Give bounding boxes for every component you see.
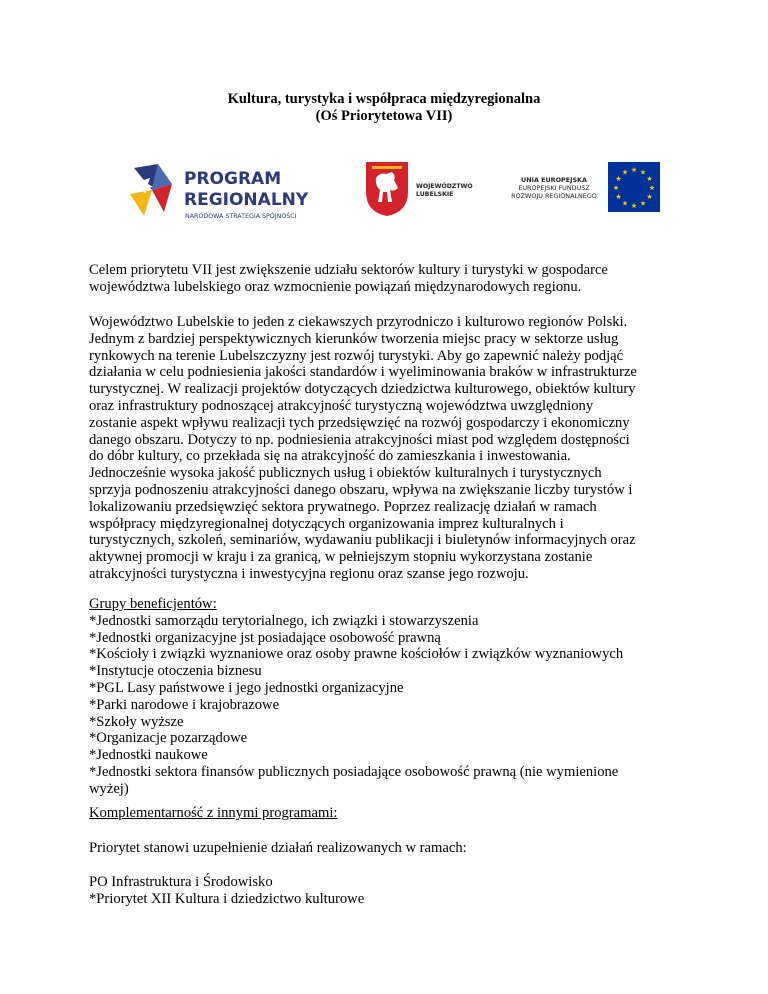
program-regionalny-logo <box>128 160 343 222</box>
body-line: działania w celu podniesienia jakości standardów i wyeliminowania braków w infrastrukturze <box>89 364 637 381</box>
body-line: Jednocześnie wysoka jakość publicznych usług i obiektów kulturalnych i turystycznych <box>89 465 602 482</box>
svg-text:★: ★ <box>612 184 620 192</box>
eu-logo-line2: EUROPEJSKI FUNDUSZ <box>518 184 590 192</box>
lubelskie-logo-line2: LUBELSKIE <box>416 191 454 198</box>
beneficiary-item: *PGL Lasy państwowe i jego jednostki organizacyjne <box>89 679 404 696</box>
svg-text:★: ★ <box>646 175 653 183</box>
lubelskie-logo-line1: WOJEWÓDZTWO <box>416 183 473 190</box>
complementarity-section <box>89 805 689 822</box>
body-line: współpracy międzyregionalnej dotyczących organizowania imprez kulturalnych i <box>89 515 564 532</box>
beneficiary-item: *Instytucje otoczenia biznesu <box>89 663 262 680</box>
lubelskie-logo <box>364 158 514 218</box>
beneficiary-item: wyżej) <box>89 780 129 797</box>
body-line: sprzyja podnoszeniu atrakcyjności danego obszaru, wpływa na zwiększanie liczby turystów i <box>89 481 633 498</box>
body-line: lokalizowaniu przedsięwzięć sektora prywatnego. Poprzez realizację działań w ramach <box>89 498 597 515</box>
beneficiary-item: *Jednostki organizacyjne jst posiadające osobowość prawną <box>89 629 441 646</box>
body-line: rynkowych na terenie Lubelszczyzny jest rozwój turystyki. Aby go zapewnić należy podjąć <box>89 347 624 364</box>
body-line: Jednym z bardziej perspektywicznych kierunków tworzenia miejsc pracy w sektorze usług <box>89 330 619 347</box>
lubelskie-shield-icon <box>366 162 408 216</box>
intro-line: Celem priorytetu VII jest zwiększenie udziału sektorów kultury i turystyki w gospodarce <box>89 262 608 278</box>
beneficiaries-heading: Grupy beneficjentów: <box>89 596 217 612</box>
body-line: do dóbr kultury, co przekłada się na atrakcyjność do zamieszkania i inwestowania. <box>89 448 571 465</box>
document-subtitle: (Oś Priorytetowa VII) <box>315 108 453 124</box>
body-line: turystycznych, szkoleń, seminariów, wydawaniu publikacji i biuletynów informacyjnych oraz <box>89 532 636 549</box>
document-title: Kultura, turystyka i współpraca międzyregionalna <box>227 91 541 107</box>
body-line: danego obszaru. Dotyczy to np. podniesienia atrakcyjności miast pod względem dostępności <box>89 431 630 448</box>
program-logo-line3: NARODOWA STRATEGIA SPÓJNOŚCI <box>185 213 297 220</box>
body-line: atrakcyjności turystyczna i inwestycyjna regionu oraz szanse jego rozwoju. <box>89 565 529 582</box>
beneficiaries-section <box>89 596 689 798</box>
svg-text:★: ★ <box>648 184 656 192</box>
beneficiary-item: *Organizacje pozarządowe <box>89 730 248 747</box>
eu-logo <box>508 158 663 218</box>
program-logo-line1: PROGRAM <box>184 169 282 189</box>
eu-logo-line3: ROZWOJU REGIONALNEGO <box>511 192 597 200</box>
logo-strip <box>0 150 768 230</box>
program-regionalny-emblem-icon <box>130 164 172 216</box>
eu-logo-line1: UNIA EUROPEJSKA <box>521 176 587 184</box>
body-line: Województwo Lubelskie to jeden z ciekawszych przyrodniczo i kulturowo regionów Polski. <box>89 314 628 330</box>
svg-text:★: ★ <box>639 199 647 208</box>
program-references <box>89 874 689 908</box>
beneficiary-item: *Jednostki naukowe <box>89 747 208 764</box>
body-paragraph <box>89 314 689 583</box>
priority-reference-line: *Priorytet XII Kultura i dziedzictwo kulturowe <box>89 890 365 907</box>
svg-text:★: ★ <box>639 168 647 177</box>
body-line: turystycznej. W realizacji projektów dotyczących dziedzictwa kulturowego, obiektów kultury <box>89 381 636 398</box>
beneficiary-item: *Jednostki sektora finansów publicznych posiadające osobowość prawną (nie wymienione <box>89 763 619 780</box>
body-line: aktywnej promocji w kraju i za granicą, w pełniejszym stopniu wykorzystana zostanie <box>89 549 593 566</box>
intro-line: województwa lubelskiego oraz wzmocnienie powiązań międzynarodowych regionu. <box>89 278 582 295</box>
beneficiary-item: *Parki narodowe i krajobrazowe <box>89 696 280 713</box>
svg-text:★: ★ <box>646 193 653 201</box>
complementarity-text: Priorytet stanowi uzupełnienie działań realizowanych w ramach: <box>89 840 467 856</box>
eu-flag-icon <box>608 162 660 212</box>
complementarity-heading: Komplementarność z innymi programami: <box>89 805 338 821</box>
svg-text:★: ★ <box>615 193 622 201</box>
svg-text:★: ★ <box>630 166 638 174</box>
beneficiary-item: *Szkoły wyższe <box>89 713 184 730</box>
beneficiary-item: *Kościoły i związki wyznaniowe oraz osoby prawne kościołów i związków wyznaniowych <box>89 646 624 663</box>
program-logo-line2: REGIONALNY <box>184 190 309 210</box>
intro-paragraph <box>89 262 689 296</box>
body-line: zostanie aspekt wpływu realizacji tych przedsięwzięć na rozwój gospodarczy i ekonomiczny <box>89 414 630 431</box>
svg-text:★: ★ <box>621 168 629 177</box>
complementarity-intro <box>89 840 689 857</box>
svg-text:★: ★ <box>615 175 622 183</box>
program-reference-line: PO Infrastruktura i Środowisko <box>89 874 273 890</box>
beneficiary-item: *Jednostki samorządu terytorialnego, ich związki i stowarzyszenia <box>89 612 479 629</box>
svg-text:★: ★ <box>621 199 629 208</box>
svg-text:★: ★ <box>630 202 638 210</box>
body-line: oraz infrastruktury podnoszącej atrakcyjność turystyczną województwa uwzględniony <box>89 397 594 414</box>
